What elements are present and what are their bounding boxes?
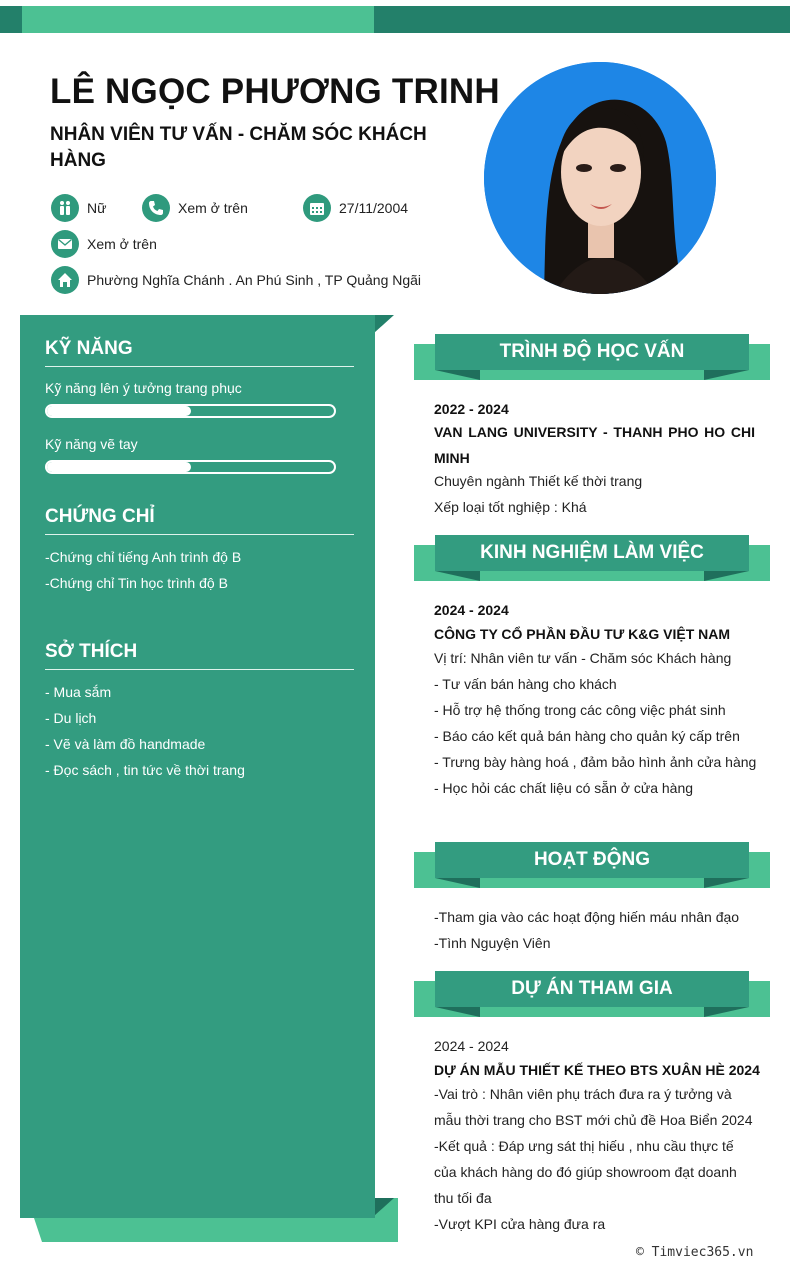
projects-ribbon <box>414 971 770 1025</box>
education-major: Chuyên ngành Thiết kế thời trang <box>434 473 643 489</box>
experience-ribbon <box>414 535 770 589</box>
email-info <box>51 230 157 258</box>
phone-info <box>142 194 248 222</box>
address-info <box>51 266 421 294</box>
experience-duty: - Hỗ trợ hệ thống trong các công việc phát sinh <box>434 702 726 718</box>
hobbies-heading: SỞ THÍCH <box>45 641 138 662</box>
education-heading: TRÌNH ĐỘ HỌC VẤN <box>435 334 749 370</box>
activity-item: -Tham gia vào các hoạt động hiến máu nhân đạo <box>434 909 740 925</box>
education-period: 2022 - 2024 <box>434 401 509 417</box>
left-panel-base-fold <box>374 1198 394 1216</box>
email-icon <box>51 230 79 258</box>
hobby-item: - Đọc sách , tin tức về thời trang <box>45 762 245 778</box>
skill-label: Kỹ năng vẽ tay <box>45 436 138 452</box>
skill-label: Kỹ năng lên ý tưởng trang phục <box>45 380 242 396</box>
phone-value: Xem ở trên <box>178 200 248 216</box>
birthday-value: 27/11/2004 <box>339 200 409 216</box>
job-title: NHÂN VIÊN TƯ VẤN - CHĂM SÓC KHÁCH HÀNG <box>50 124 427 171</box>
experience-heading: KINH NGHIỆM LÀM VIỆC <box>435 535 749 571</box>
skill-bar-fill <box>47 462 191 472</box>
left-panel <box>20 315 375 1218</box>
hobby-item: - Vẽ và làm đồ handmade <box>45 736 206 752</box>
skill-bar-fill <box>47 406 191 416</box>
project-name: DỰ ÁN MẪU THIẾT KẾ THEO BTS XUÂN HÈ 2024 <box>434 1062 760 1078</box>
project-period: 2024 - 2024 <box>434 1038 509 1054</box>
calendar-icon <box>303 194 331 222</box>
gender-value: Nữ <box>87 200 107 216</box>
projects-heading: DỰ ÁN THAM GIA <box>435 971 749 1007</box>
skills-divider <box>45 366 354 367</box>
candidate-name: LÊ NGỌC PHƯƠNG TRINH <box>50 72 500 111</box>
gender-info <box>51 194 106 222</box>
project-result: -Kết quả : Đáp ưng sát thị hiếu , nhu cầu thực tế của khách hàng do đó giúp showroom đạt doanh thu tối đa <box>434 1138 737 1206</box>
activities-ribbon <box>414 842 770 896</box>
project-kpi: -Vượt KPI cửa hàng đưa ra <box>434 1216 606 1232</box>
profile-photo <box>484 62 716 294</box>
certificate-item: -Chứng chỉ tiếng Anh trình độ B <box>45 549 242 565</box>
skills-heading: KỸ NĂNG <box>45 338 133 359</box>
activities-heading: HOẠT ĐỘNG <box>435 842 749 878</box>
education-grade: Xếp loại tốt nghiệp : Khá <box>434 499 587 515</box>
left-panel-fold <box>374 315 394 333</box>
education-ribbon <box>414 334 770 388</box>
experience-duty: - Trưng bày hàng hoá , đảm bảo hình ảnh cửa hàng <box>434 754 757 770</box>
education-school: VAN LANG UNIVERSITY - THANH PHO HO CHI MINH <box>434 424 755 466</box>
experience-period: 2024 - 2024 <box>434 602 509 618</box>
activity-item: -Tình Nguyện Viên <box>434 935 551 951</box>
certificates-heading: CHỨNG CHỈ <box>45 506 155 527</box>
footer-credit: © Timviec365.vn <box>636 1245 754 1260</box>
hobbies-divider <box>45 669 354 670</box>
project-role: -Vai trò : Nhân viên phụ trách đưa ra ý tưởng và mẫu thời trang cho BST mới chủ đề Hoa Biển 2024 <box>434 1086 753 1128</box>
email-value: Xem ở trên <box>87 236 157 252</box>
gender-icon <box>51 194 79 222</box>
skill-bar <box>45 460 336 474</box>
experience-duty: - Học hỏi các chất liệu có sẵn ở cửa hàng <box>434 780 694 796</box>
phone-icon <box>142 194 170 222</box>
hobby-item: - Mua sắm <box>45 684 112 700</box>
certificates-divider <box>45 534 354 535</box>
home-icon <box>51 266 79 294</box>
experience-duty: - Tư vấn bán hàng cho khách <box>434 676 617 692</box>
skill-bar <box>45 404 336 418</box>
address-value: Phường Nghĩa Chánh . An Phú Sinh , TP Quảng Ngãi <box>87 272 422 288</box>
certificate-item: -Chứng chỉ Tin học trình độ B <box>45 575 228 591</box>
birthday-info <box>303 194 408 222</box>
hobby-item: - Du lịch <box>45 710 97 726</box>
experience-duty: - Báo cáo kết quả bán hàng cho quản ký cấp trên <box>434 728 740 744</box>
experience-position: Vị trí: Nhân viên tư vấn - Chăm sóc Khách hàng <box>434 650 732 666</box>
top-bar-light <box>22 6 374 33</box>
experience-company: CÔNG TY CỔ PHẦN ĐẦU TƯ K&G VIỆT NAM <box>434 626 731 642</box>
